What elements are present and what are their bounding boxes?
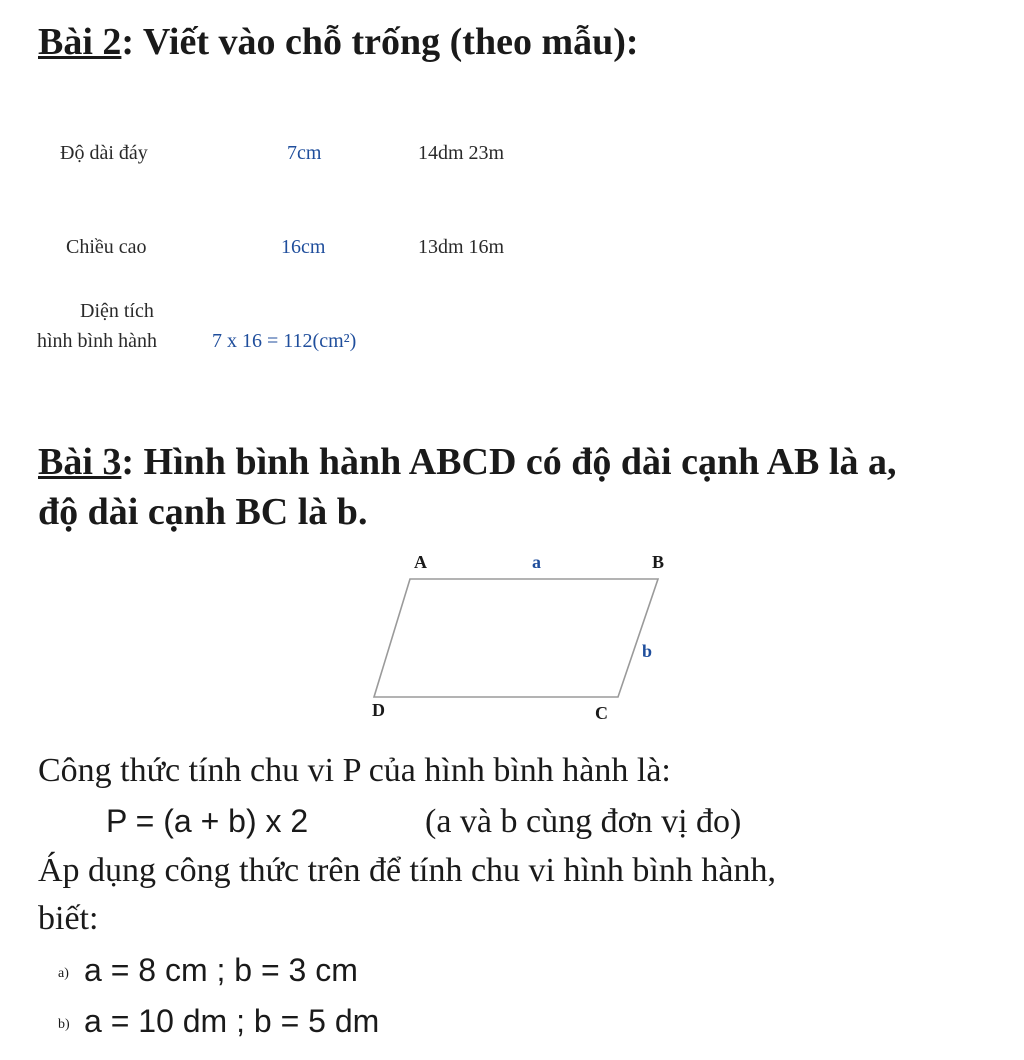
- row1-label: Độ dài đáy: [60, 142, 148, 164]
- bai3-title-line1: : Hình bình hành ABCD có độ dài cạnh AB là a,: [121, 441, 897, 483]
- formula-intro: Công thức tính chu vi P của hình bình hành là:: [38, 752, 671, 789]
- vertex-c-label: C: [595, 703, 608, 723]
- row2-value2: 13dm 16m: [418, 236, 505, 258]
- apply-line2: biết:: [38, 900, 99, 937]
- bai3-label: Bài 3: [38, 441, 122, 483]
- apply-line1: Áp dụng công thức trên để tính chu vi hình bình hành,: [38, 852, 776, 889]
- row1-value1: 7cm: [287, 142, 322, 164]
- vertex-a-label: A: [414, 552, 427, 572]
- side-a-label: a: [532, 552, 541, 572]
- vertex-b-label: B: [652, 552, 665, 572]
- item-b: a = 10 dm ; b = 5 dm: [84, 1003, 380, 1039]
- bai3-heading-line2: độ dài cạnh BC là b.: [38, 491, 368, 533]
- bai2-title: : Viết vào chỗ trống (theo mẫu):: [121, 21, 639, 63]
- formula-note: (a và b cùng đơn vị đo): [425, 803, 742, 840]
- bai2-label: Bài 2: [38, 21, 122, 63]
- row3-label-line1: Diện tích: [80, 300, 154, 322]
- item-a: a = 8 cm ; b = 3 cm: [84, 952, 358, 988]
- row2-label: Chiều cao: [66, 236, 147, 258]
- perimeter-formula: P = (a + b) x 2: [106, 803, 309, 839]
- row1-value2: 14dm 23m: [418, 142, 505, 164]
- item-a-marker: a): [58, 966, 69, 981]
- vertex-d-label: D: [372, 700, 385, 720]
- item-b-marker: b): [58, 1017, 70, 1032]
- bai2-heading: [38, 20, 639, 64]
- side-b-label: b: [642, 641, 653, 661]
- row2-value1: 16cm: [281, 236, 326, 258]
- row3-label-line2: hình bình hành: [37, 330, 157, 352]
- bai3-heading-line1: [38, 440, 896, 484]
- row3-value1: 7 x 16 = 112(cm²): [212, 330, 357, 352]
- parallelogram-shape: [374, 579, 658, 697]
- parallelogram-figure: [340, 545, 700, 735]
